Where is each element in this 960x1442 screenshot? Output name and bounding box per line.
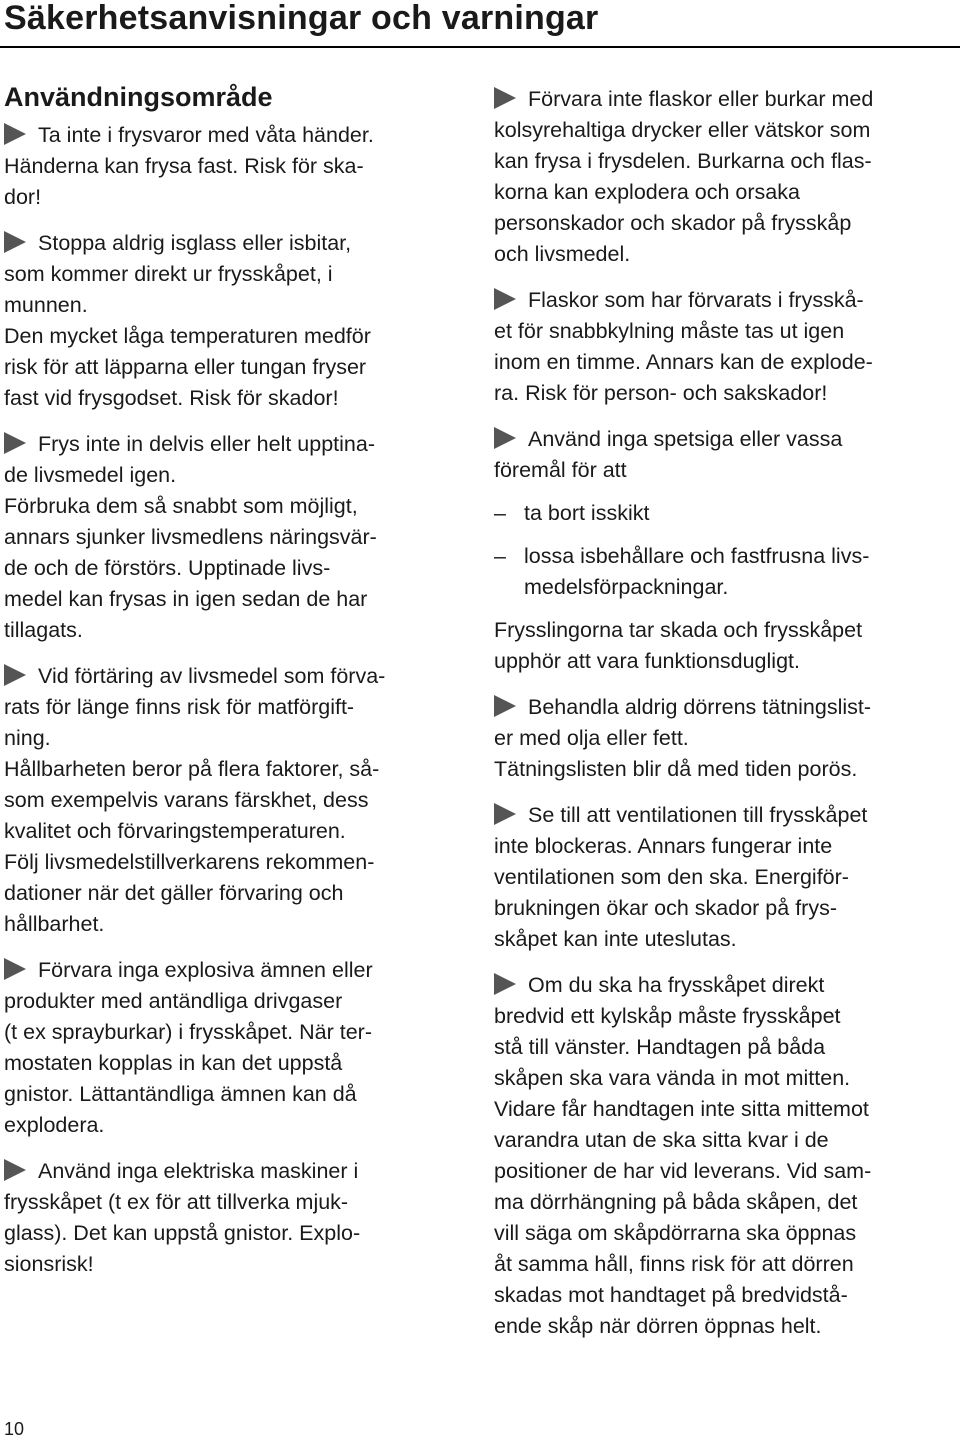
warning-item-refreeze: Frys inte in delvis eller helt upptina- de livsmedel igen. Förbruka dem så snabbt som möjligt, annars sjunker livsmedlens näringsvär- de och de förstörs. Upptinade livs- medel kan frysas in igen sedan de har tillagats. bbox=[4, 432, 377, 642]
warning-item-electric-machines: Använd inga elektriska maskiner i frysskåpet (t ex för att tillverka mjuk- glass). Det kan uppstå gnistor. Explo- sionsrisk! bbox=[4, 1159, 361, 1276]
warning-item-ventilation: Se till att ventilationen till frysskåpet inte blockeras. Annars fungerar inte ventilationen som den ska. Energiför- brukningen ökar och skador på frys- skåpet kan inte uteslutas. bbox=[494, 803, 868, 951]
warning-item-explosives: Förvara inga explosiva ämnen eller produkter med antändliga drivgaser (t ex sprayburkar) i frysskåpet. När ter- mostaten kopplas in kan det uppstå gnistor. Lättantändliga ämnen kan då explodera. bbox=[4, 958, 373, 1137]
warning-item-sharp-objects: Använd inga spetsiga eller vassa föremål för att bbox=[494, 427, 843, 482]
warning-triangle-icon bbox=[494, 695, 516, 717]
warning-item-wet-hands: Ta inte i frysvaror med våta händer. Händerna kan frysa fast. Risk för ska- dor! bbox=[4, 123, 374, 209]
section-heading: Användningsområde bbox=[4, 82, 273, 112]
warning-item-carbonated-drinks: Förvara inte flaskor eller burkar med kolsyrehaltiga drycker eller vätskor som kan frysa i frysdelen. Burkarna och flas- korna kan explodera och orsaka personskador och skador på frysskåp och livsmedel. bbox=[494, 87, 874, 266]
page-number: 10 bbox=[4, 1419, 25, 1439]
dash-list-item: – lossa isbehållare och fastfrusna livs- medelsförpackningar. bbox=[494, 541, 954, 603]
warning-item-food-poisoning: Vid förtäring av livsmedel som förva- rats för länge finns risk för matförgift- ning. Hållbarheten beror på flera faktorer, så- som exempelvis varans färskhet, dess kvalitet och förvaringstemperaturen. Följ livsmedelstillverkarens rekommen- dationer när det gäller förvaring och hållbarhet. bbox=[4, 664, 386, 936]
dash-bullet: – bbox=[494, 544, 506, 568]
warning-triangle-icon bbox=[4, 958, 26, 980]
warning-triangle-icon bbox=[494, 87, 516, 109]
page-title: Säkerhetsanvisningar och varningar bbox=[4, 0, 599, 37]
warning-triangle-icon bbox=[4, 231, 26, 253]
warning-triangle-icon bbox=[494, 288, 516, 310]
warning-item-ice: Stoppa aldrig isglass eller isbitar, som kommer direkt ur frysskåpet, i munnen. Den mycket låga temperaturen medför risk för att läpparna eller tungan fryser fast vid frysgodset. Risk för skador! bbox=[4, 231, 371, 410]
warning-triangle-icon bbox=[494, 427, 516, 449]
warning-triangle-icon bbox=[4, 432, 26, 454]
warning-triangle-icon bbox=[494, 803, 516, 825]
sharp-objects-note: Frysslingorna tar skada och frysskåpet upphör att vara funktionsdugligt. bbox=[494, 618, 863, 673]
left-column bbox=[4, 80, 456, 1295]
title-divider bbox=[0, 46, 960, 48]
warning-triangle-icon bbox=[4, 1159, 26, 1181]
dash-bullet: – bbox=[494, 501, 506, 525]
dash-list-item: – ta bort isskikt bbox=[494, 498, 954, 529]
warning-item-door-seals: Behandla aldrig dörrens tätningslist- er med olja eller fett. Tätningslisten blir då med tiden porös. bbox=[494, 695, 872, 781]
right-column bbox=[494, 84, 954, 1357]
warning-item-side-by-side: Om du ska ha frysskåpet direkt bredvid ett kylskåp måste frysskåpet stå till vänster. Handtagen på båda skåpen ska vara vända in mot mitten. Vidare får handtagen inte sitta mittemot varandra utan de ska sitta kvar i de positioner de har vid leverans. Vid sam- ma dörrhängning på båda skåpen, det vill säga om skåpdörrarna ska öppnas åt samma håll, finns risk för att dörren skadas mot handtaget på bredvidstå- ende skåp när dörren öppnas helt. bbox=[494, 973, 872, 1338]
warning-triangle-icon bbox=[494, 973, 516, 995]
warning-triangle-icon bbox=[4, 123, 26, 145]
warning-triangle-icon bbox=[4, 664, 26, 686]
warning-item-quick-chill-bottles: Flaskor som har förvarats i frysskå- et för snabbkylning måste tas ut igen inom en timme. Annars kan de explode- ra. Risk för person- och sakskador! bbox=[494, 288, 873, 405]
